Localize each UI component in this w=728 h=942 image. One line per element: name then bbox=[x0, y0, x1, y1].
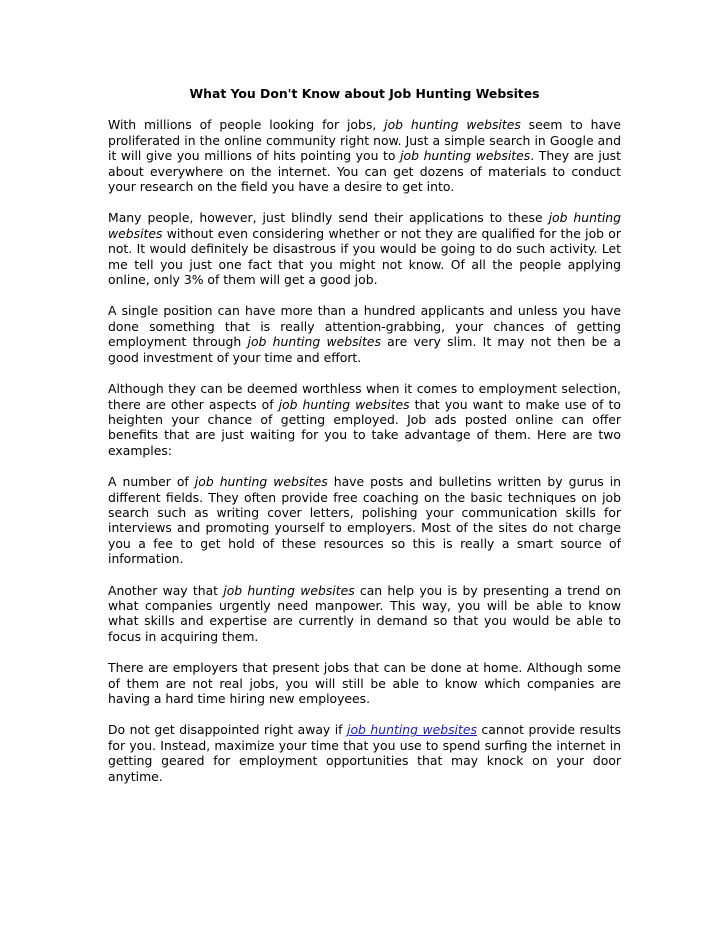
paragraph-text: cannot provide results for you. Instead, maximize your time that you use to spend surfing the internet in getting geared for employment opportunities that may knock on your door anytime. bbox=[108, 722, 621, 784]
emphasis-text: job hunting websites bbox=[384, 117, 521, 133]
paragraph-text: Another way that bbox=[108, 582, 224, 598]
paragraph bbox=[108, 117, 621, 194]
paragraph-text: There are employers that present jobs that can be done at home. Although some of them are not real jobs, you will still be able to know which companies are having a hard time hiring new employees. bbox=[108, 660, 621, 706]
paragraph-text: are very slim. It may not then be a good investment of your time and effort. bbox=[108, 334, 621, 365]
paragraph-text: seem to have proliferated in the online community right now. Just a simple search in Google and it will give you millions of hits pointing you to bbox=[108, 117, 621, 164]
paragraph bbox=[108, 583, 621, 645]
document-title: What You Don't Know about Job Hunting Websites bbox=[189, 86, 540, 101]
paragraph bbox=[108, 660, 621, 706]
paragraph-text: Do not get disappointed right away if bbox=[108, 722, 348, 738]
paragraph bbox=[108, 474, 621, 566]
paragraph bbox=[108, 381, 621, 458]
paragraph-text: Although they can be deemed worthless when it comes to employment selection, there are other aspects of bbox=[108, 381, 621, 412]
emphasis-text: job hunting websites bbox=[278, 396, 410, 412]
emphasis-text: job hunting websites bbox=[223, 582, 355, 598]
emphasis-text: job hunting websites bbox=[194, 474, 328, 490]
paragraph-text: A single position can have more than a hundred applicants and unless you have done something that is really attention-grabbing, your chances of getting employment through bbox=[108, 303, 621, 350]
job-hunting-websites-link[interactable]: job hunting websites bbox=[347, 722, 477, 738]
paragraph-text: With millions of people looking for jobs, bbox=[108, 117, 385, 133]
emphasis-text: job hunting websites bbox=[247, 334, 381, 350]
paragraph-text: have posts and bulletins written by gurus in different fields. They often provide free coaching on the basic techniques on job search such as writing cover letters, polishing your communication skills for interviews and promoting yourself to employers. Most of the sites do not charge you a fee to get hold of these resources so this is really a smart source of information. bbox=[108, 474, 621, 567]
emphasis-text: job hunting websites bbox=[108, 210, 622, 241]
paragraph-text: without even considering whether or not they are qualified for the job or not. It would definitely be disastrous if you would be going to do such activity. Let me tell you just one fact that you might not know. Of all the people applying online, only 3% of them will get a good job. bbox=[108, 225, 621, 288]
emphasis-text: job hunting websites bbox=[400, 148, 531, 164]
paragraph-text: Many people, however, just blindly send their applications to these bbox=[108, 210, 549, 226]
paragraph-text: can help you is by presenting a trend on what companies urgently need manpower. This way, you will be able to know what skills and expertise are currently in demand so that you would be able to focus in acquiring them. bbox=[108, 582, 621, 644]
paragraph bbox=[108, 210, 621, 287]
paragraph-text: that you want to make use of to heighten your chance of getting employed. Job ads posted online can offer benefits that are just waiting for you to take advantage of them. Here are two examples: bbox=[108, 396, 621, 458]
document-page bbox=[108, 86, 621, 800]
paragraph bbox=[108, 303, 621, 365]
paragraph-text: . They are just about everywhere on the internet. You can get dozens of materials to conduct your research on the field you have a desire to get into. bbox=[108, 148, 621, 195]
document-body bbox=[108, 117, 621, 784]
paragraph bbox=[108, 722, 621, 784]
paragraph-text: A number of bbox=[108, 474, 195, 490]
